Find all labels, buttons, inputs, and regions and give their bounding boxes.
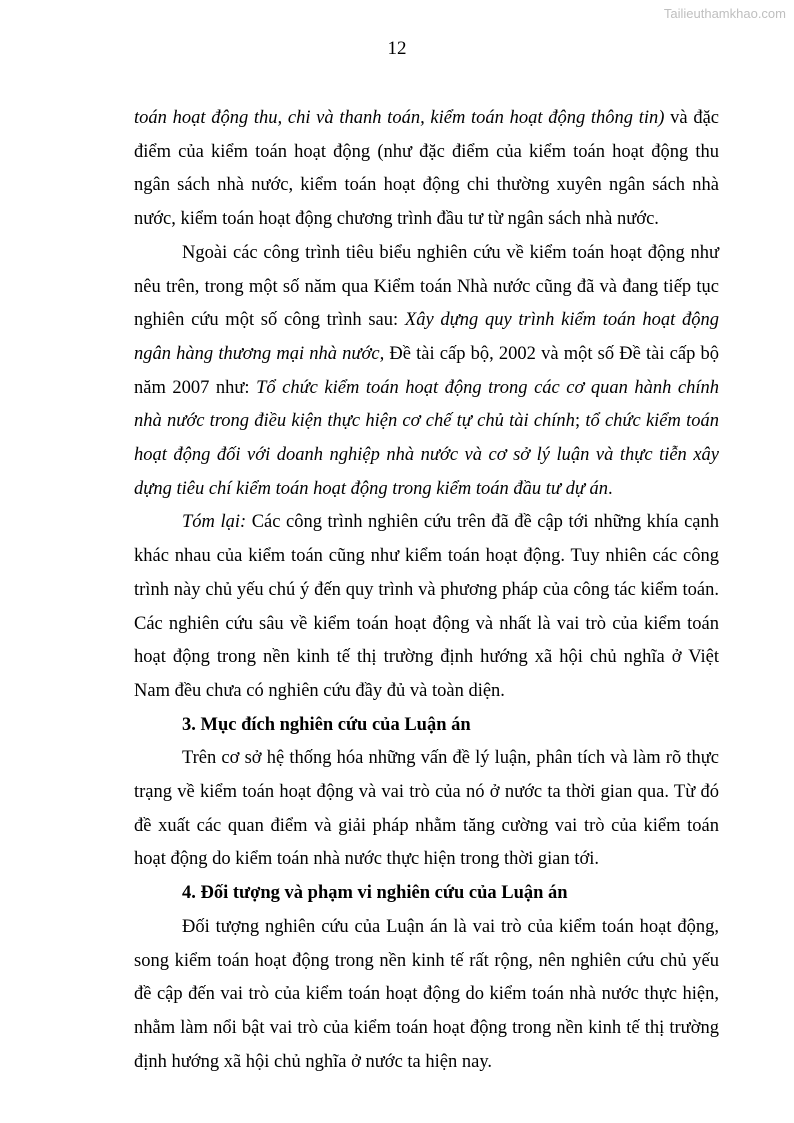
page-number: 12: [387, 38, 407, 59]
italic-text: Tóm lại:: [182, 512, 247, 533]
paragraph-continuation: [134, 102, 719, 237]
body-text: Các công trình nghiên cứu trên đã đề cập tới những khía cạnh khác nhau của kiểm toán cũng như kiểm toán hoạt động. Tuy nhiên các công trình này chủ yếu chú ý đến quy trình và phương pháp của công tác kiểm toán. Các nghiên cứu sâu về kiểm toán hoạt động và nhất là vai trò của kiểm toán hoạt động trong nền kinh tế thị trường định hướng xã hội chủ nghĩa ở Việt Nam đều chưa có nghiên cứu đầy đủ và toàn diện.: [134, 512, 719, 701]
body-text: và đặc điểm của kiểm toán hoạt động (như đặc điểm của kiểm toán hoạt động thu ngân sách nhà nước, kiểm toán hoạt động chi thường xuyên ngân sách nhà nước, kiểm toán hoạt động chương trình đầu tư từ ngân sách nhà nước.: [134, 108, 719, 230]
italic-text: Xây dựng quy trình kiểm toán hoạt động ngân hàng thương mại nhà nước,: [134, 310, 719, 364]
watermark: Tailieuthamkhao.com: [663, 6, 786, 21]
paragraph-related-works: [134, 237, 719, 507]
body-text: .: [608, 478, 613, 499]
paragraph-objectives: Trên cơ sở hệ thống hóa những vấn đề lý luận, phân tích và làm rõ thực trạng về kiểm toán hoạt động và vai trò của nó ở nước ta thời gian qua. Từ đó đề xuất các quan điểm và giải pháp nhằm tăng cường vai trò của kiểm toán hoạt động do kiểm toán nhà nước thực hiện trong thời gian tới.: [134, 748, 719, 870]
italic-text: Tổ chức kiểm toán hoạt động trong các cơ quan hành chính nhà nước trong điều kiện thực hiện cơ chế tự chủ tài chính: [134, 377, 719, 432]
paragraph-scope: Đối tượng nghiên cứu của Luận án là vai trò của kiểm toán hoạt động, song kiểm toán hoạt động trong nền kinh tế rất rộng, nên nghiên cứu chủ yếu đề cập đến vai trò của kiểm toán hoạt động do kiểm toán nhà nước thực hiện, nhằm làm nổi bật vai trò của kiểm toán hoạt động trong nền kinh tế thị trường định hướng xã hội chủ nghĩa ở nước ta hiện nay.: [134, 916, 719, 1072]
section-heading-4: 4. Đối tượng và phạm vi nghiên cứu của Luận án: [182, 883, 568, 904]
body-text: Đề tài cấp bộ, 2002 và một số Đề tài cấp bộ năm 2007 như:: [134, 343, 719, 398]
paragraph-summary: [134, 506, 719, 708]
italic-text: tổ chức kiểm toán hoạt động đối với doanh nghiệp nhà nước và cơ sở lý luận và thực tiễn xây dựng tiêu chí kiểm toán hoạt động trong kiểm toán đầu tư dự án: [134, 411, 719, 499]
section-heading-3: 3. Mục đích nghiên cứu của Luận án: [182, 714, 471, 735]
body-text: ;: [574, 411, 586, 432]
document-body: [134, 102, 719, 1079]
body-text: Ngoài các công trình tiêu biểu nghiên cứu về kiểm toán hoạt động như nêu trên, trong một số năm qua Kiểm toán Nhà nước cũng đã và đang tiếp tục nghiên cứu một số công trình sau:: [134, 242, 719, 331]
italic-text: toán hoạt động thu, chi và thanh toán, kiểm toán hoạt động thông tin): [134, 108, 665, 128]
